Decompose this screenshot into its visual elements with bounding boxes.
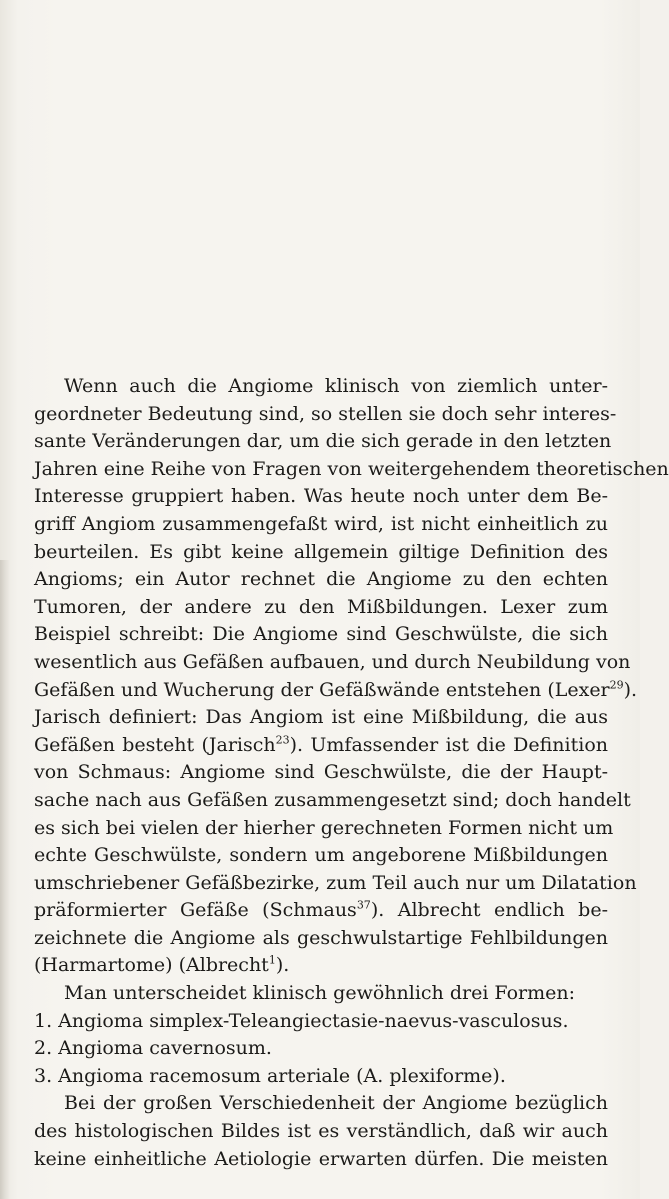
text-line: Wenn auch die Angiome klinisch von ziemlich unter- bbox=[64, 375, 608, 397]
text-segment: Gefäßen und Wucherung der Gefäßwände entstehen (Lexer bbox=[34, 678, 610, 701]
text-line: keine einheitliche Aetiologie erwarten dürfen. Die meisten bbox=[34, 1147, 608, 1170]
list-item: 3. Angioma racemosum arteriale (A. plexiforme). bbox=[34, 1064, 506, 1087]
citation-ref: 1 bbox=[268, 954, 276, 968]
text-line: wesentlich aus Gefäßen aufbauen, und durch Neubildung von bbox=[34, 650, 631, 673]
text-line: beurteilen. Es gibt keine allgemein giltige Definition des bbox=[34, 540, 608, 563]
text-segment: Gefäßen besteht (Jarisch bbox=[34, 733, 276, 756]
text-segment: (Harmartome) (Albrecht bbox=[34, 954, 269, 977]
text-segment: präformierter Gefäße (Schmaus bbox=[34, 899, 357, 922]
text-line: zeichnete die Angiome als geschwulstartige Fehlbildungen bbox=[34, 926, 608, 949]
page-gutter-shadow bbox=[0, 560, 10, 1199]
text-line-with-citation bbox=[34, 952, 608, 980]
text-line: echte Geschwülste, sondern um angeborene Mißbildungen bbox=[34, 844, 608, 867]
list-item: 2. Angioma cavernosum. bbox=[34, 1037, 272, 1060]
text-segment: ). bbox=[623, 678, 638, 701]
text-line: sante Veränderungen dar, um die sich gerade in den letzten bbox=[34, 430, 612, 453]
list-item: 1. Angioma simplex-Teleangiectasie-naevus-vasculosus. bbox=[34, 1009, 569, 1032]
text-line: des histologischen Bildes ist es verständlich, daß wir auch bbox=[34, 1120, 608, 1143]
text-segment: ). bbox=[275, 954, 290, 977]
text-line: geordneter Bedeutung sind, so stellen sie doch sehr interes- bbox=[34, 402, 617, 425]
text-segment: ). Umfassender ist die Definition bbox=[289, 733, 608, 756]
text-line: Angioms; ein Autor rechnet die Angiome zu den echten bbox=[34, 568, 608, 591]
text-line-with-citation bbox=[34, 732, 608, 760]
list-intro: Man unterscheidet klinisch gewöhnlich drei Formen: bbox=[64, 982, 575, 1005]
text-line: Jahren eine Reihe von Fragen von weitergehendem theoretischen bbox=[34, 457, 669, 480]
text-line: sache nach aus Gefäßen zusammengesetzt sind; doch handelt bbox=[34, 788, 631, 811]
citation-ref: 23 bbox=[275, 733, 290, 747]
text-line: Tumoren, der andere zu den Mißbildungen. Lexer zum bbox=[34, 595, 608, 618]
citation-ref: 37 bbox=[356, 898, 371, 912]
text-line: es sich bei vielen der hierher gerechneten Formen nicht um bbox=[34, 816, 614, 839]
text-line: von Schmaus: Angiome sind Geschwülste, die der Haupt- bbox=[34, 761, 608, 784]
text-line-with-citation bbox=[34, 897, 608, 925]
text-line: griff Angiom zusammengefaßt wird, ist nicht einheitlich zu bbox=[34, 512, 608, 535]
text-line-with-citation bbox=[34, 677, 638, 705]
text-line: Beispiel schreibt: Die Angiome sind Geschwülste, die sich bbox=[34, 623, 608, 646]
citation-ref: 29 bbox=[609, 678, 624, 692]
text-line: umschriebener Gefäßbezirke, zum Teil auch nur um Dilatation bbox=[34, 871, 637, 894]
text-line: Bei der großen Verschiedenheit der Angiome bezüglich bbox=[64, 1092, 608, 1115]
text-line: Interesse gruppiert haben. Was heute noch unter dem Be- bbox=[34, 485, 608, 508]
text-line: Jarisch definiert: Das Angiom ist eine Mißbildung, die aus bbox=[34, 706, 608, 729]
body-text bbox=[34, 373, 669, 1173]
text-segment: ). Albrecht endlich be- bbox=[370, 899, 608, 922]
